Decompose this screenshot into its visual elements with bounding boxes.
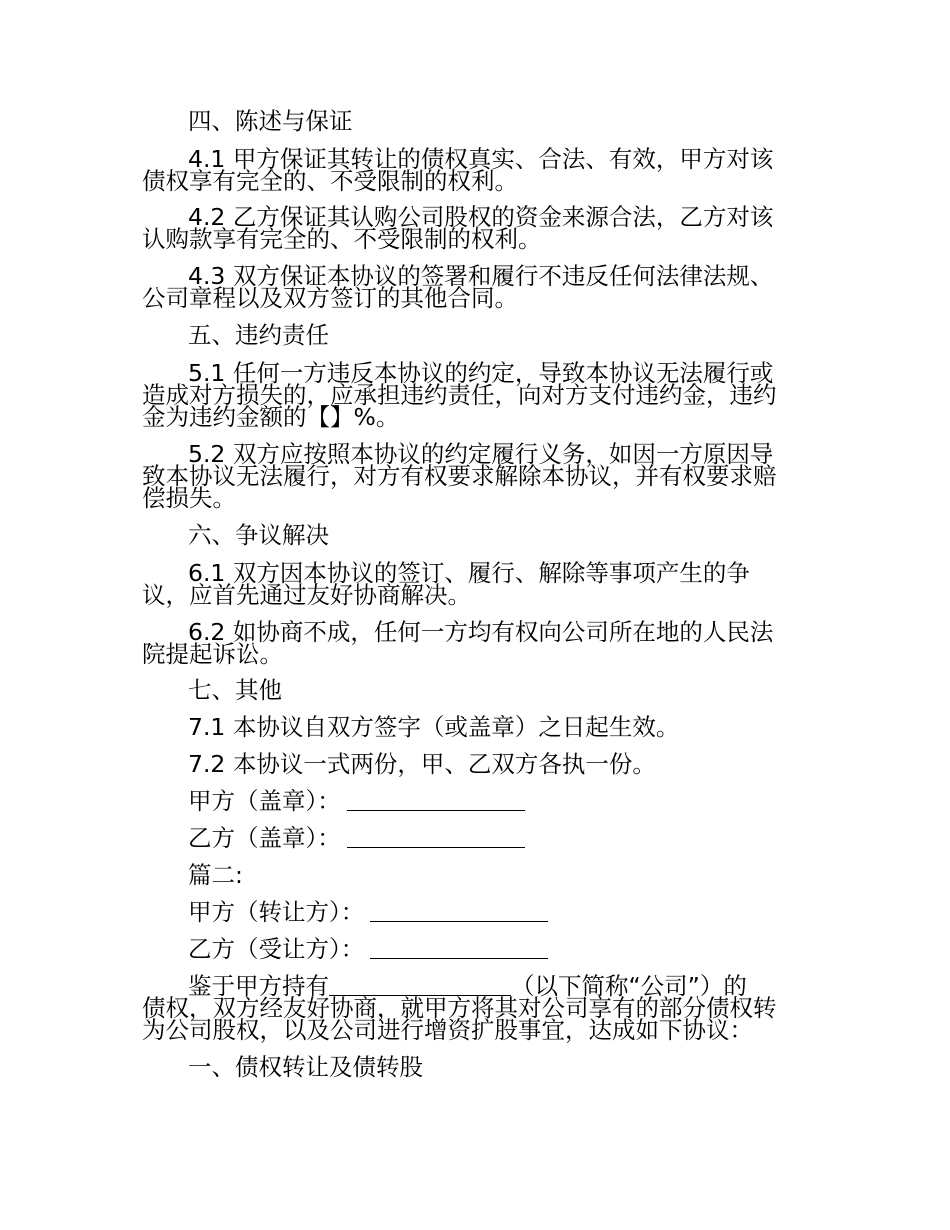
intro-post-text: （以下简称“公司”）的 bbox=[511, 972, 747, 1000]
intro-pre-text: 鉴于甲方持有 bbox=[188, 972, 329, 1000]
section-4-heading: 四、陈述与保证 bbox=[188, 107, 353, 135]
section-7-heading: 七、其他 bbox=[188, 676, 282, 704]
party-b-transferee bbox=[188, 935, 822, 963]
signature-party-a-label: 甲方（盖章）： bbox=[188, 787, 341, 815]
clause-6-2-line-1: 6.2 如协商不成，任何一方均有权向公司所在地的人民法 bbox=[188, 618, 774, 646]
party-a-transferor bbox=[188, 898, 822, 926]
section-1-heading: 一、债权转让及债转股 bbox=[188, 1053, 423, 1081]
signature-party-a bbox=[188, 787, 822, 815]
clause-5-2-line-1: 5.2 双方应按照本协议的约定履行义务，如因一方原因导 bbox=[188, 440, 774, 468]
part-two-heading: 篇二: bbox=[188, 861, 243, 889]
party-a-transferor-blank bbox=[370, 903, 548, 922]
clause-5-2-line-3: 偿损失。 bbox=[142, 484, 236, 512]
party-b-transferee-label: 乙方（受让方）： bbox=[188, 935, 365, 963]
clause-5-2-line-2: 致本协议无法履行，对方有权要求解除本协议，并有权要求赔 bbox=[142, 462, 777, 490]
section-6-heading: 六、争议解决 bbox=[188, 521, 329, 549]
signature-party-b bbox=[188, 824, 822, 852]
clause-5-1-line-2: 造成对方损失的，应承担违约责任，向对方支付违约金，违约 bbox=[142, 381, 777, 409]
clause-5-1-line-3: 金为违约金额的【】%。 bbox=[142, 403, 400, 431]
clause-4-1-line-2: 债权享有完全的、不受限制的权利。 bbox=[142, 167, 518, 195]
section-5-heading: 五、违约责任 bbox=[188, 321, 329, 349]
clause-4-2-line-2: 认购款享有完全的、不受限制的权利。 bbox=[142, 225, 542, 253]
intro-line-2: 债权，双方经友好协商，就甲方将其对公司享有的部分债权转 bbox=[142, 994, 777, 1022]
clause-7-2: 7.2 本协议一式两份，甲、乙双方各执一份。 bbox=[188, 750, 656, 778]
intro-line-3: 为公司股权，以及公司进行增资扩股事宜，达成如下协议： bbox=[142, 1016, 753, 1044]
clause-6-1-line-2: 议，应首先通过友好协商解决。 bbox=[142, 581, 471, 609]
signature-party-b-label: 乙方（盖章）： bbox=[188, 824, 341, 852]
clause-5-1-line-1: 5.1 任何一方违反本协议的约定，导致本协议无法履行或 bbox=[188, 359, 774, 387]
clause-6-2-line-2: 院提起诉讼。 bbox=[142, 640, 283, 668]
clause-6-1-line-1: 6.1 双方因本协议的签订、履行、解除等事项产生的争 bbox=[188, 559, 750, 587]
clause-4-2-line-1: 4.2 乙方保证其认购公司股权的资金来源合法，乙方对该 bbox=[188, 203, 774, 231]
party-b-transferee-blank bbox=[370, 940, 548, 959]
clause-4-3-line-2: 公司章程以及双方签订的其他合同。 bbox=[142, 284, 518, 312]
party-a-transferor-label: 甲方（转让方）： bbox=[188, 898, 365, 926]
clause-7-1: 7.1 本协议自双方签字（或盖章）之日起生效。 bbox=[188, 713, 680, 741]
signature-party-b-blank bbox=[347, 829, 525, 848]
clause-4-1-line-1: 4.1 甲方保证其转让的债权真实、合法、有效，甲方对该 bbox=[188, 145, 774, 173]
signature-party-a-blank bbox=[347, 792, 525, 811]
clause-4-3-line-1: 4.3 双方保证本协议的签署和履行不违反任何法律法规、 bbox=[188, 262, 774, 290]
